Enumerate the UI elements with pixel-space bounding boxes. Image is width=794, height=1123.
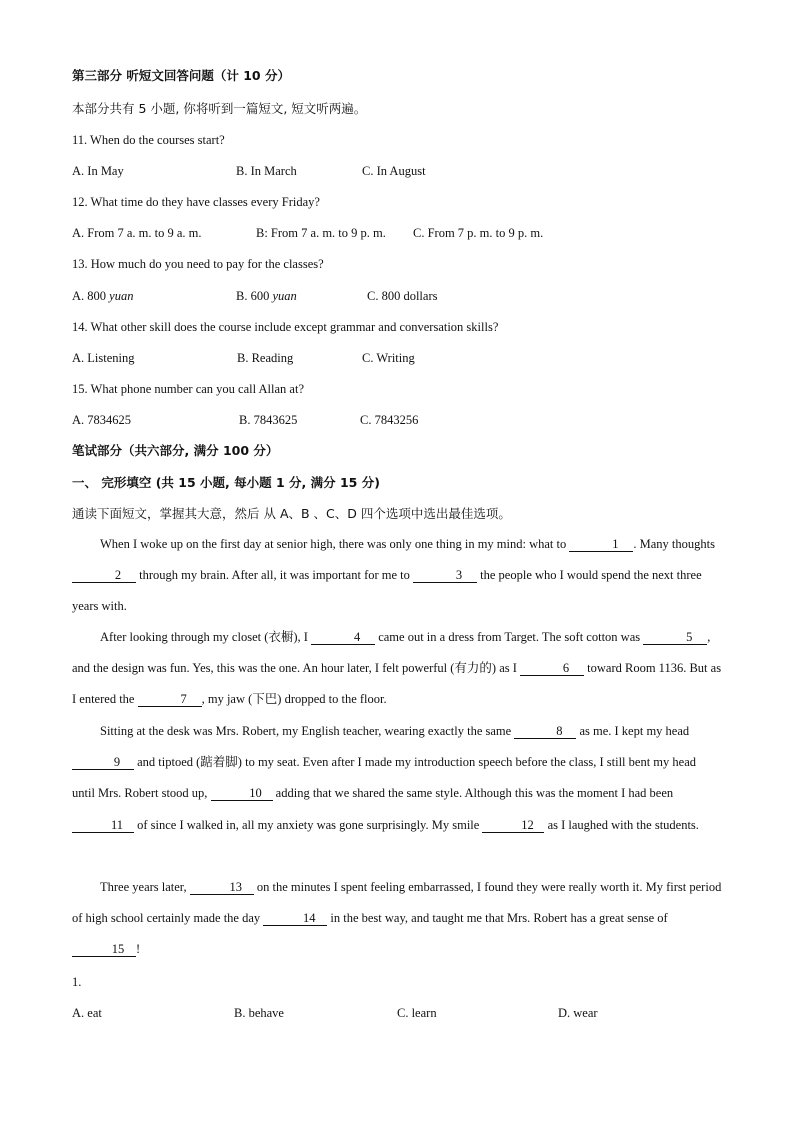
question-12-stem: 12. What time do they have classes every Friday? <box>72 195 320 209</box>
question-13-stem: 13. How much do you need to pay for the classes? <box>72 257 324 271</box>
question-13-option-c: C. 800 dollars <box>367 289 438 303</box>
question-15-option-b: B. 7843625 <box>239 413 298 427</box>
blank-2: 2 <box>72 568 136 583</box>
blank-4: 4 <box>311 630 375 645</box>
blank-9: 9 <box>72 755 134 770</box>
written-part-title: 笔试部分（共六部分, 满分 100 分） <box>72 443 279 458</box>
question-12-option-c: C. From 7 p. m. to 9 p. m. <box>413 226 544 240</box>
section3-title: 第三部分 听短文回答问题（计 10 分） <box>72 68 290 83</box>
cloze-instruction: 通读下面短文，掌握其大意，然后 从 A、B 、C、D 四个选项中选出最佳选项。 <box>72 506 511 521</box>
cloze-question-1-number: 1. <box>72 975 82 989</box>
question-11-option-b: B. In March <box>236 164 297 178</box>
blank-11: 11 <box>72 818 134 833</box>
question-15-option-c: C. 7843256 <box>360 413 419 427</box>
question-13-option-a: A. 800 yuan <box>72 289 134 303</box>
blank-15: 15 <box>72 942 136 957</box>
question-14-option-a: A. Listening <box>72 351 135 365</box>
question-11-option-a: A. In May <box>72 164 124 178</box>
question-14-option-c: C. Writing <box>362 351 415 365</box>
question-12-option-a: A. From 7 a. m. to 9 a. m. <box>72 226 202 240</box>
question-15-option-a: A. 7834625 <box>72 413 132 427</box>
blank-7: 7 <box>138 692 202 707</box>
cloze-question-1-option-d: D. wear <box>558 1006 598 1020</box>
question-11-stem: 11. When do the courses start? <box>72 133 225 147</box>
question-15-stem: 15. What phone number can you call Allan at? <box>72 382 304 396</box>
blank-5: 5 <box>643 630 707 645</box>
cloze-question-1-option-b: B. behave <box>234 1006 284 1020</box>
blank-8: 8 <box>514 724 576 739</box>
blank-12: 12 <box>482 818 544 833</box>
blank-10: 10 <box>211 786 273 801</box>
passage-paragraph-2: After looking through my closet (衣橱), I 4 came out in a dress from Target. The soft cotton was 5 , and the design was fun. Yes, this was the one. An hour later, I felt powerful (有力的) as I 6 toward Room 1136. But as I entered the 7 , my jaw (下巴) dropped to the floor. <box>72 630 722 707</box>
blank-14: 14 <box>263 911 327 926</box>
blank-13: 13 <box>190 880 254 895</box>
cloze-title: 一、 完形填空 (共 15 小题, 每小题 1 分, 满分 15 分) <box>72 475 380 490</box>
question-14-stem: 14. What other skill does the course include except grammar and conversation skills? <box>72 320 499 334</box>
passage-paragraph-1: When I woke up on the first day at senior high, there was only one thing in my mind: what to 1 . Many thoughts 2 through my brain. After all, it was important for me to 3 the people who I would spend the next three years with. <box>72 537 715 614</box>
blank-1: 1 <box>569 537 633 552</box>
passage-paragraph-3: Sitting at the desk was Mrs. Robert, my English teacher, wearing exactly the same 8 as me. I kept my head 9 and tiptoed (踮着脚) to my seat. Even after I made my introduction speech before the class, I still bent my head until Mrs. Robert stood up, 10 adding that we shared the same style. Although this was the moment I had been 11 of since I walked in, all my anxiety was gone surprisingly. My smile 12 as I laughed with the students. <box>72 724 699 832</box>
blank-3: 3 <box>413 568 477 583</box>
blank-6: 6 <box>520 661 584 676</box>
section3-instruction: 本部分共有 5 小题, 你将听到一篇短文, 短文听两遍。 <box>72 101 367 116</box>
cloze-question-1-option-c: C. learn <box>397 1006 437 1020</box>
question-14-option-b: B. Reading <box>237 351 294 365</box>
question-11-option-c: C. In August <box>362 164 426 178</box>
question-13-option-b: B. 600 yuan <box>236 289 297 303</box>
passage-paragraph-4: Three years later, 13 on the minutes I spent feeling embarrassed, I found they were really worth it. My first period of high school certainly made the day 14 in the best way, and taught me that Mrs. Robert has a great sense of 15 ! <box>72 880 722 957</box>
cloze-question-1-option-a: A. eat <box>72 1006 102 1020</box>
question-12-option-b: B: From 7 a. m. to 9 p. m. <box>256 226 386 240</box>
